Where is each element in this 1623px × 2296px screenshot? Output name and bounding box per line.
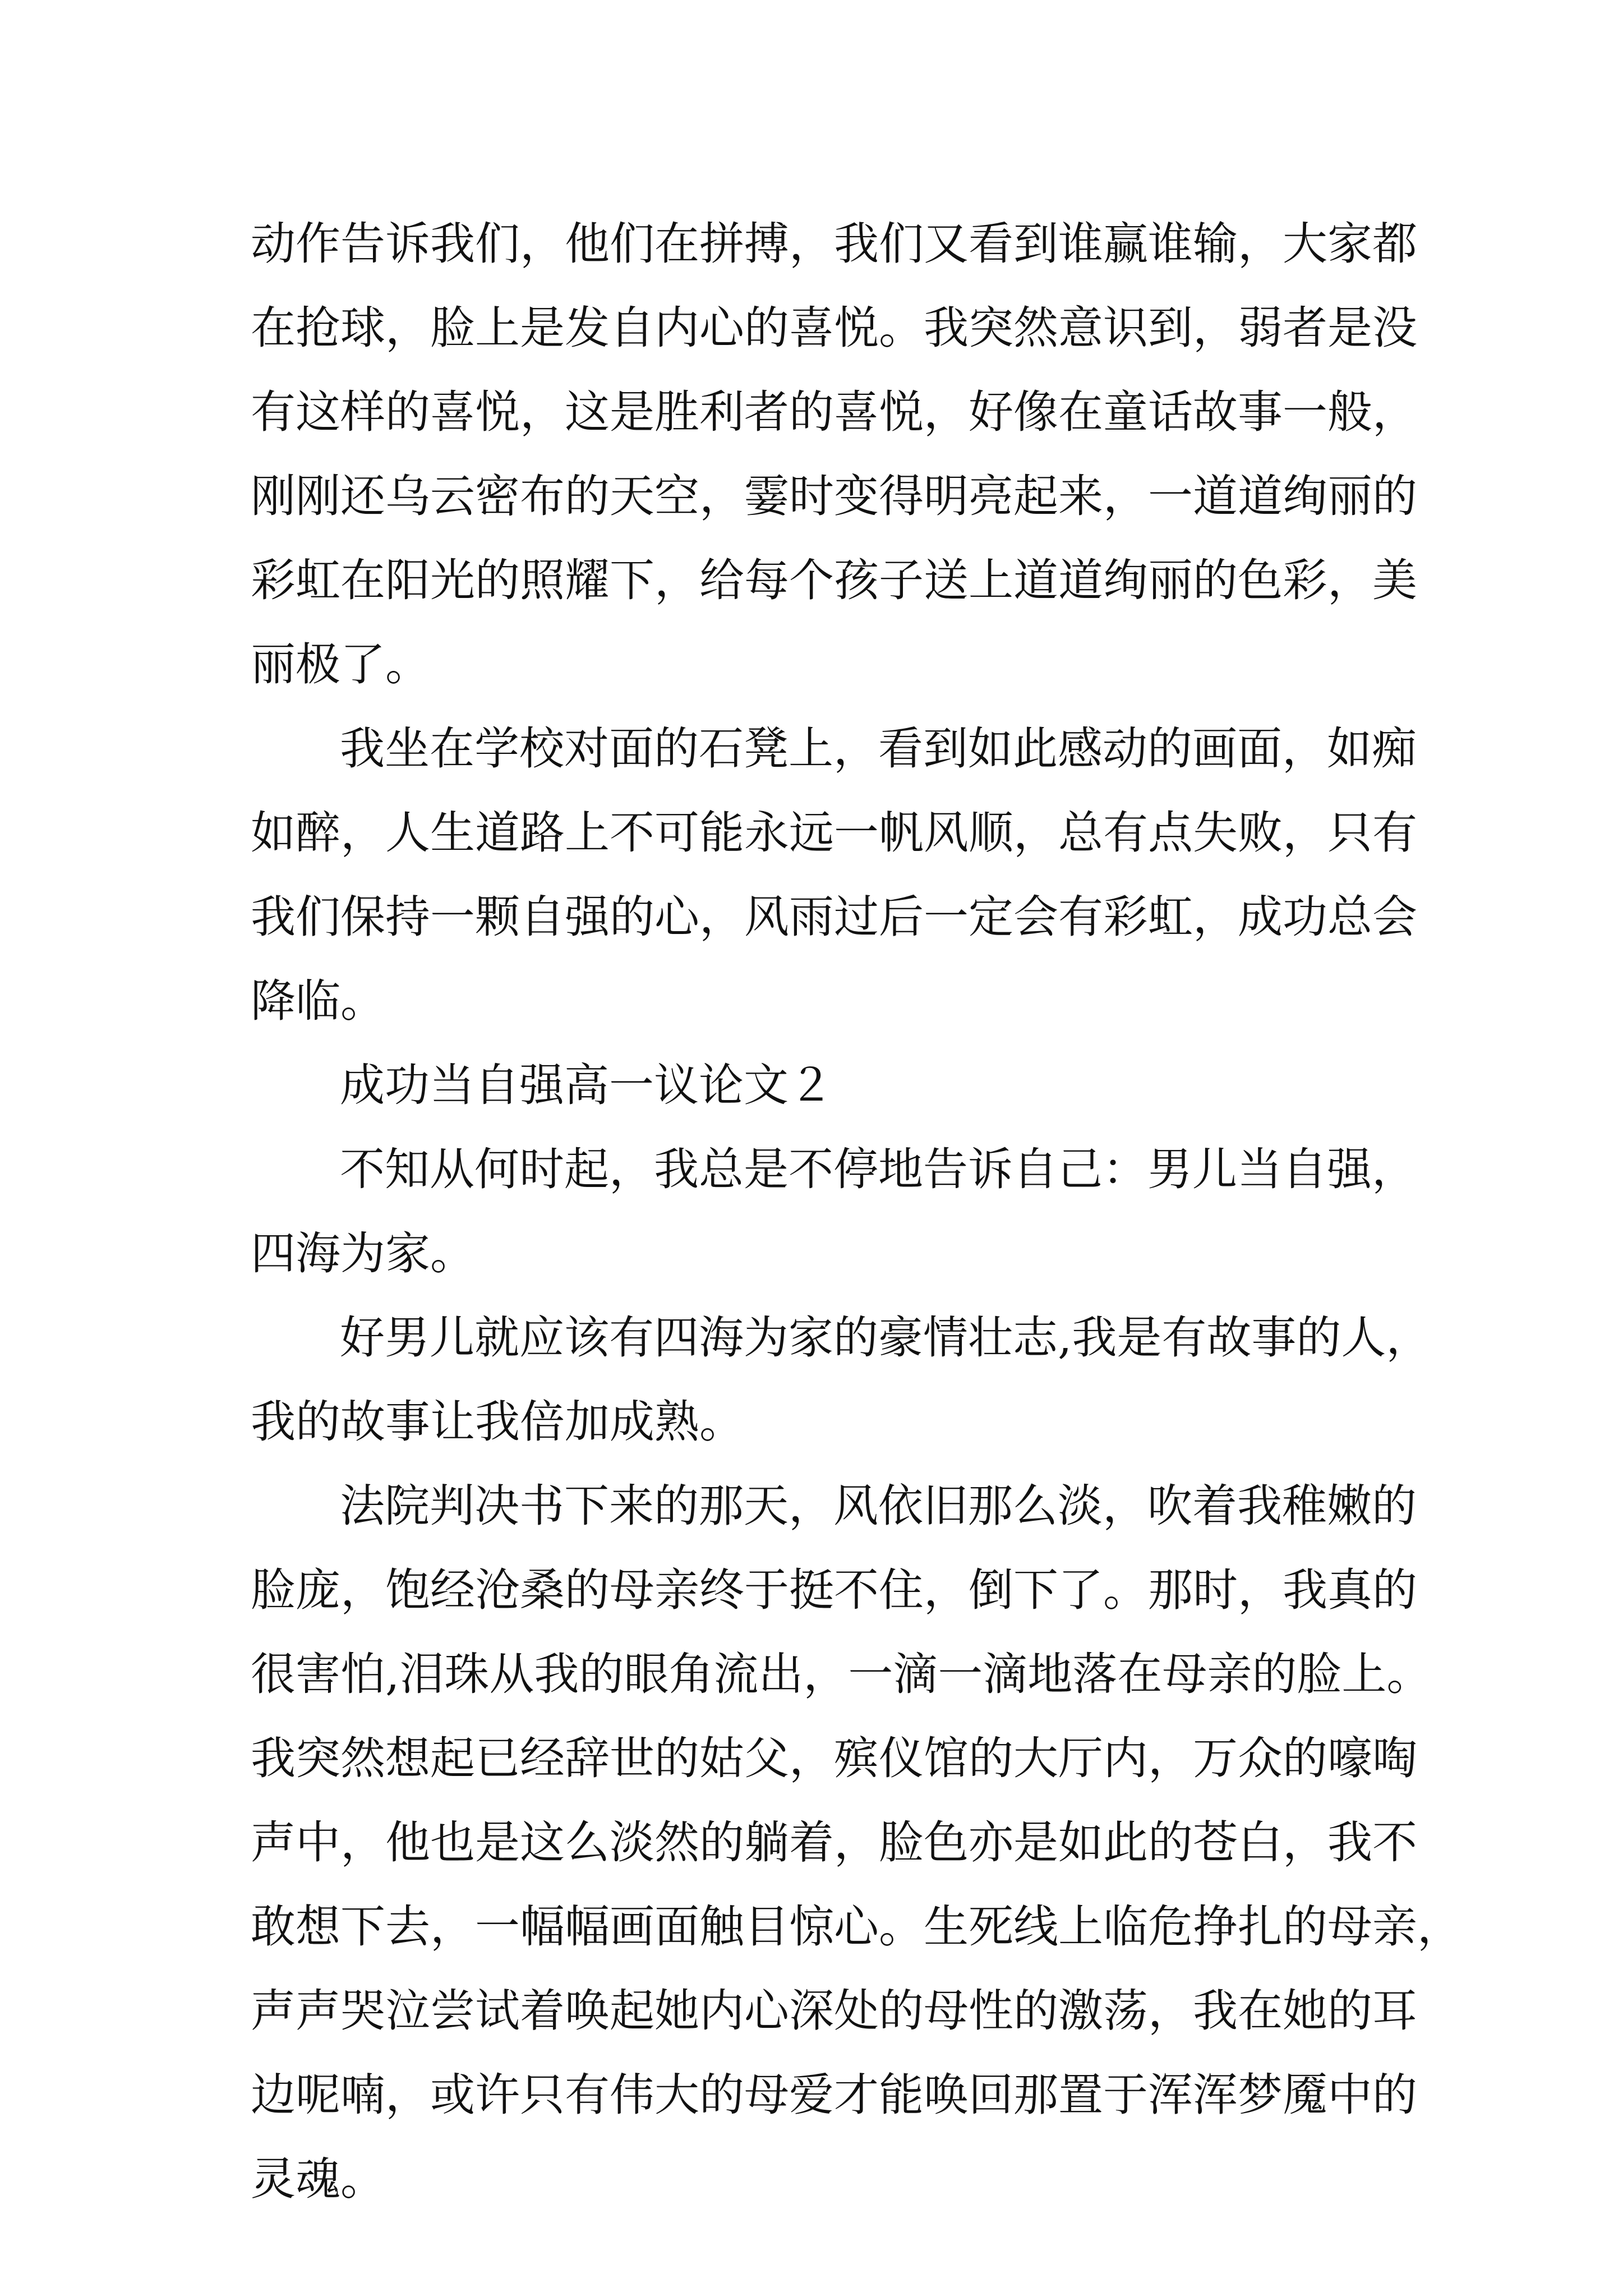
text-line: 动作告诉我们，他们在拼搏，我们又看到谁赢谁输，大家都 <box>251 218 1417 270</box>
text-line: 彩虹在阳光的照耀下，给每个孩子送上道道绚丽的色彩，美 <box>251 554 1417 606</box>
text-line: 声声哭泣尝试着唤起她内心深处的母性的激荡，我在她的耳 <box>251 1985 1417 2037</box>
text-line: 我的故事让我倍加成熟。 <box>251 1396 744 1448</box>
text-line: 不知从何时起，我总是不停地告诉自己：男儿当自强， <box>340 1143 1417 1195</box>
text-line: 法院判决书下来的那天，风依旧那么淡，吹着我稚嫩的 <box>340 1480 1417 1532</box>
text-line: 好男儿就应该有四海为家的豪情壮志,我是有故事的人， <box>340 1312 1431 1364</box>
text-line: 我们保持一颗自强的心，风雨过后一定会有彩虹，成功总会 <box>251 891 1417 943</box>
text-line: 如醉，人生道路上不可能永远一帆风顺，总有点失败，只有 <box>251 807 1417 859</box>
text-line: 边呢喃，或许只有伟大的母爱才能唤回那置于浑浑梦魇中的 <box>251 2069 1417 2121</box>
text-line: 丽极了。 <box>251 638 430 691</box>
section-title: 成功当自强高一议论文２ <box>340 1059 833 1111</box>
text-line: 我坐在学校对面的石凳上，看到如此感动的画面，如痴 <box>340 723 1417 775</box>
text-line: 有这样的喜悦，这是胜利者的喜悦，好像在童话故事一般， <box>251 386 1417 438</box>
text-line: 很害怕,泪珠从我的眼角流出，一滴一滴地落在母亲的脸上。 <box>251 1648 1432 1700</box>
text-line: 降临。 <box>251 975 385 1027</box>
text-line: 声中，他也是这么淡然的躺着，脸色亦是如此的苍白，我不 <box>251 1816 1417 1869</box>
text-line: 脸庞，饱经沧桑的母亲终于挺不住，倒下了。那时，我真的 <box>251 1564 1417 1616</box>
text-line: 四海为家。 <box>251 1227 475 1280</box>
text-line: 敢想下去，一幅幅画面触目惊心。生死线上临危挣扎的母亲， <box>251 1901 1462 1953</box>
text-line: 在抢球，脸上是发自内心的喜悦。我突然意识到，弱者是没 <box>251 302 1417 354</box>
text-line: 刚刚还乌云密布的天空，霎时变得明亮起来，一道道绚丽的 <box>251 470 1417 522</box>
text-line: 我突然想起已经辞世的姑父，殡仪馆的大厅内，万众的嚎啕 <box>251 1732 1417 1784</box>
text-line: 灵魂。 <box>251 2153 385 2205</box>
